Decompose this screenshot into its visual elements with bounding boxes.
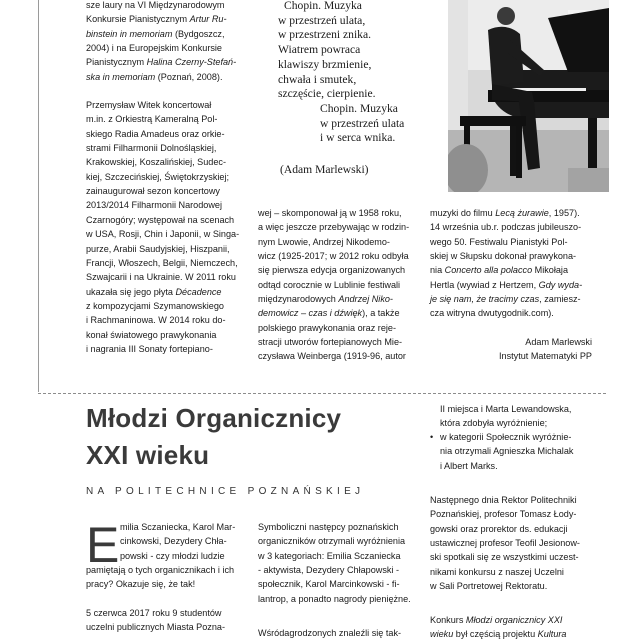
text-line: stracji utworów fortepianowych Mie- bbox=[258, 337, 403, 348]
text-line: je się nam, że tracimy czas, zamiesz- bbox=[430, 294, 581, 305]
text-line: milia Sczaniecka, Karol Mar- bbox=[120, 522, 236, 532]
text-line: konał światowego prawykonania bbox=[86, 329, 217, 340]
article-top-col2 bbox=[258, 206, 418, 364]
text-line: cinkowski, Dezydery Chła- bbox=[120, 536, 227, 547]
text-line: powski - czy młodzi ludzie bbox=[120, 550, 225, 561]
poem-line: Chopin. Muzyka bbox=[320, 101, 398, 115]
text-line: Szwajcarii i na Ukrainie. W 2011 roku bbox=[86, 272, 236, 283]
article-bottom-col3-top bbox=[440, 402, 600, 431]
text-line: Konkursie Pianistycznym Artur Ru- bbox=[86, 14, 227, 25]
award-list bbox=[430, 430, 595, 473]
text-line: ustawicznej profesor Teofil Jesionow- bbox=[430, 538, 580, 549]
poem-line: Chopin. Muzyka bbox=[284, 0, 362, 12]
text-line: gowski oraz prorektor ds. edukacji bbox=[430, 523, 568, 534]
pianist-photo bbox=[448, 0, 609, 192]
article-bottom-col2-p1 bbox=[258, 520, 418, 606]
text-line: Pianistycznym Halina Czerny-Stefań- bbox=[86, 57, 237, 68]
article-bottom-col1-next bbox=[86, 606, 246, 635]
text-line: i Rachmaninowa. W 2014 roku do- bbox=[86, 315, 226, 326]
text-line: 5 czerwca 2017 roku 9 studentów bbox=[86, 608, 222, 618]
text-line: w Sali Portretowej Rektoratu. bbox=[430, 581, 548, 592]
text-line: a więc jeszcze przebywając w rodzin- bbox=[258, 222, 410, 233]
pianist-photo-illustration bbox=[448, 0, 609, 192]
margin-rule bbox=[38, 0, 39, 392]
text-line: 2004) i na Europejskim Konkursie bbox=[86, 43, 222, 54]
text-line: Konkurs Młodzi organicznicy XXI bbox=[430, 615, 563, 625]
article-bottom-col1-lead-b bbox=[86, 563, 246, 592]
text-line: demowicz – czas i dźwięk), a także bbox=[258, 308, 400, 319]
text-line: czysława Weinberga (1919-96, autor bbox=[258, 351, 406, 362]
text-line: uczelni publicznych Miasta Pozna- bbox=[86, 622, 225, 633]
text-line: z kompozycjami Szymanowskiego bbox=[86, 300, 224, 311]
text-line: Hertla (wywiad z Hertzem, Gdy wyda- bbox=[430, 279, 583, 290]
text-line: Krakowskiej, Koszalińskiej, Sudec- bbox=[86, 157, 226, 168]
text-line: • w kategorii Społecznik wyróżnie- bbox=[440, 432, 572, 442]
text-line: muzyki do filmu Lecą żurawie, 1957). bbox=[430, 208, 580, 218]
poem-line: w przestrzeń ulata bbox=[320, 116, 405, 130]
text-line: strami Filharmonii Dolnośląskiej, bbox=[86, 143, 217, 154]
text-line: międzynarodowych Andrzej Niko- bbox=[258, 294, 393, 305]
text-line: purze, Arabii Saudyjskiej, Hiszpanii, bbox=[86, 243, 230, 254]
text-line: społecznik, Karol Marcinkowski - fi- bbox=[258, 579, 400, 590]
text-line: nia otrzymali Agnieszka Michalak bbox=[440, 446, 574, 457]
list-item bbox=[430, 430, 595, 473]
text-line: organiczników otrzymali wyróżnienia bbox=[258, 536, 406, 547]
text-line: 14 września ub.r. podczas jubileuszo- bbox=[430, 222, 582, 233]
text-line: nikami konkursu z naszej Uczelni bbox=[430, 566, 564, 577]
text-line: ski spotkali się ze wszystkimi uczest- bbox=[430, 552, 579, 563]
text-line: Poznańskiej, profesor Tomasz Łody- bbox=[430, 509, 577, 520]
text-line: cza witryna dwutygodnik.com). bbox=[430, 308, 554, 319]
text-line: Następnego dnia Rektor Politechniki bbox=[430, 495, 577, 505]
text-line: - aktywista, Dezydery Chłapowski - bbox=[258, 565, 399, 576]
text-line: się pierwsza edycja organizowanych bbox=[258, 265, 406, 276]
text-line: sze laury na VI Międzynarodowym bbox=[86, 0, 225, 10]
text-line: binstein in memoriam (Bydgoszcz, bbox=[86, 28, 225, 39]
author-name: Adam Marlewski bbox=[525, 337, 592, 347]
text-line: Czarnogóry; występował na scenach bbox=[86, 214, 235, 225]
text-line: polskiego prawykonania oraz reje- bbox=[258, 322, 396, 333]
text-line: pracy? Okazuje się, że tak! bbox=[86, 579, 196, 590]
text-line: wej – skomponował ją w 1958 roku, bbox=[258, 208, 402, 218]
text-line: kiej, Szczecińskiej, Świętokrzyskiej; bbox=[86, 171, 230, 182]
text-line: ukazała się jego płyta Décadence bbox=[86, 286, 222, 297]
text-line: 2013/2014 Filharmonii Narodowej bbox=[86, 200, 222, 211]
text-line: ska in memoriam (Poznań, 2008). bbox=[86, 71, 223, 82]
poem-line: w przestrzeni znika. bbox=[278, 28, 372, 42]
text-line: pamiętają o tych organicznikach i ich bbox=[86, 565, 235, 575]
article-top-col3 bbox=[430, 206, 590, 321]
poem-line: klawiszy brzmienie, bbox=[278, 57, 372, 71]
text-line: m.in. z Orkiestrą Kameralną Pol- bbox=[86, 114, 218, 125]
article-divider bbox=[38, 393, 606, 394]
article-bottom-col2-p2 bbox=[258, 626, 418, 640]
text-line: i nagrania III Sonaty fortepiano- bbox=[86, 343, 213, 354]
text-line: zainaugurował sezon koncertowy bbox=[86, 186, 220, 197]
subheadline: NA POLITECHNICE POZNAŃSKIEJ bbox=[86, 486, 365, 497]
poem bbox=[278, 0, 454, 176]
text-line: Przemysław Witek koncertował bbox=[86, 100, 212, 111]
text-line: która zdobyła wyróżnienie; bbox=[440, 418, 548, 429]
paragraph-gap bbox=[86, 84, 246, 98]
text-line: odtąd corocznie w Lublinie festiwali bbox=[258, 279, 401, 290]
text-line: Francji, Włoszech, Belgii, Niemczech, bbox=[86, 257, 238, 268]
text-line: wego 50. Festiwalu Pianistyki Pol- bbox=[430, 236, 568, 247]
poem-line: szczęście, cierpienie. bbox=[278, 87, 376, 101]
headline-line2: XXI wieku bbox=[86, 440, 210, 470]
text-line: w USA, Rosji, Chin i Japonii, w Singa- bbox=[86, 229, 240, 240]
article-bottom-col3-bullet bbox=[430, 430, 595, 473]
author-affiliation: Instytut Matematyki PP bbox=[499, 351, 592, 361]
text-line: wieku był częścią projektu Kultura bbox=[430, 629, 567, 640]
poem-line: i w serca wnika. bbox=[320, 131, 396, 145]
text-line: skiej w Słupsku dokonał prawykona- bbox=[430, 251, 577, 262]
article-bottom-col1-lead-a bbox=[120, 520, 246, 563]
text-line: nym Lwowie, Andrzej Nikodemo- bbox=[258, 236, 390, 247]
drop-cap: E bbox=[86, 517, 120, 573]
headline-line1: Młodzi Organicznicy bbox=[86, 403, 342, 433]
text-line: w 3 kategoriach: Emilia Sczaniecka bbox=[258, 550, 401, 561]
text-line: i Albert Marks. bbox=[440, 460, 498, 471]
text-line: Wśródagrodzonych znaleźli się tak- bbox=[258, 628, 402, 638]
article-bottom-col3-p2 bbox=[430, 493, 592, 593]
article-bottom-col3-p3 bbox=[430, 613, 592, 640]
text-line: Symboliczni następcy poznańskich bbox=[258, 522, 399, 532]
poem-line: chwała i smutek, bbox=[278, 72, 357, 86]
text-line: nia Concerto alla polacco Mikołaja bbox=[430, 265, 569, 276]
poem-line: Wiatrem powraca bbox=[278, 43, 361, 57]
text-line: II miejsca i Marta Lewandowska, bbox=[440, 404, 572, 414]
text-line: wicz (1925-2017; w 2012 roku odbyła bbox=[258, 251, 409, 262]
article-top-col1 bbox=[86, 0, 246, 356]
poem-line: w przestrzeń ulata, bbox=[278, 13, 366, 27]
text-line: skiego Radia Amadeus oraz orkie- bbox=[86, 128, 225, 139]
text-line: lantrop, a ponadto nagrody pieniężne. bbox=[258, 593, 411, 604]
poem-author: (Adam Marlewski) bbox=[280, 163, 369, 176]
